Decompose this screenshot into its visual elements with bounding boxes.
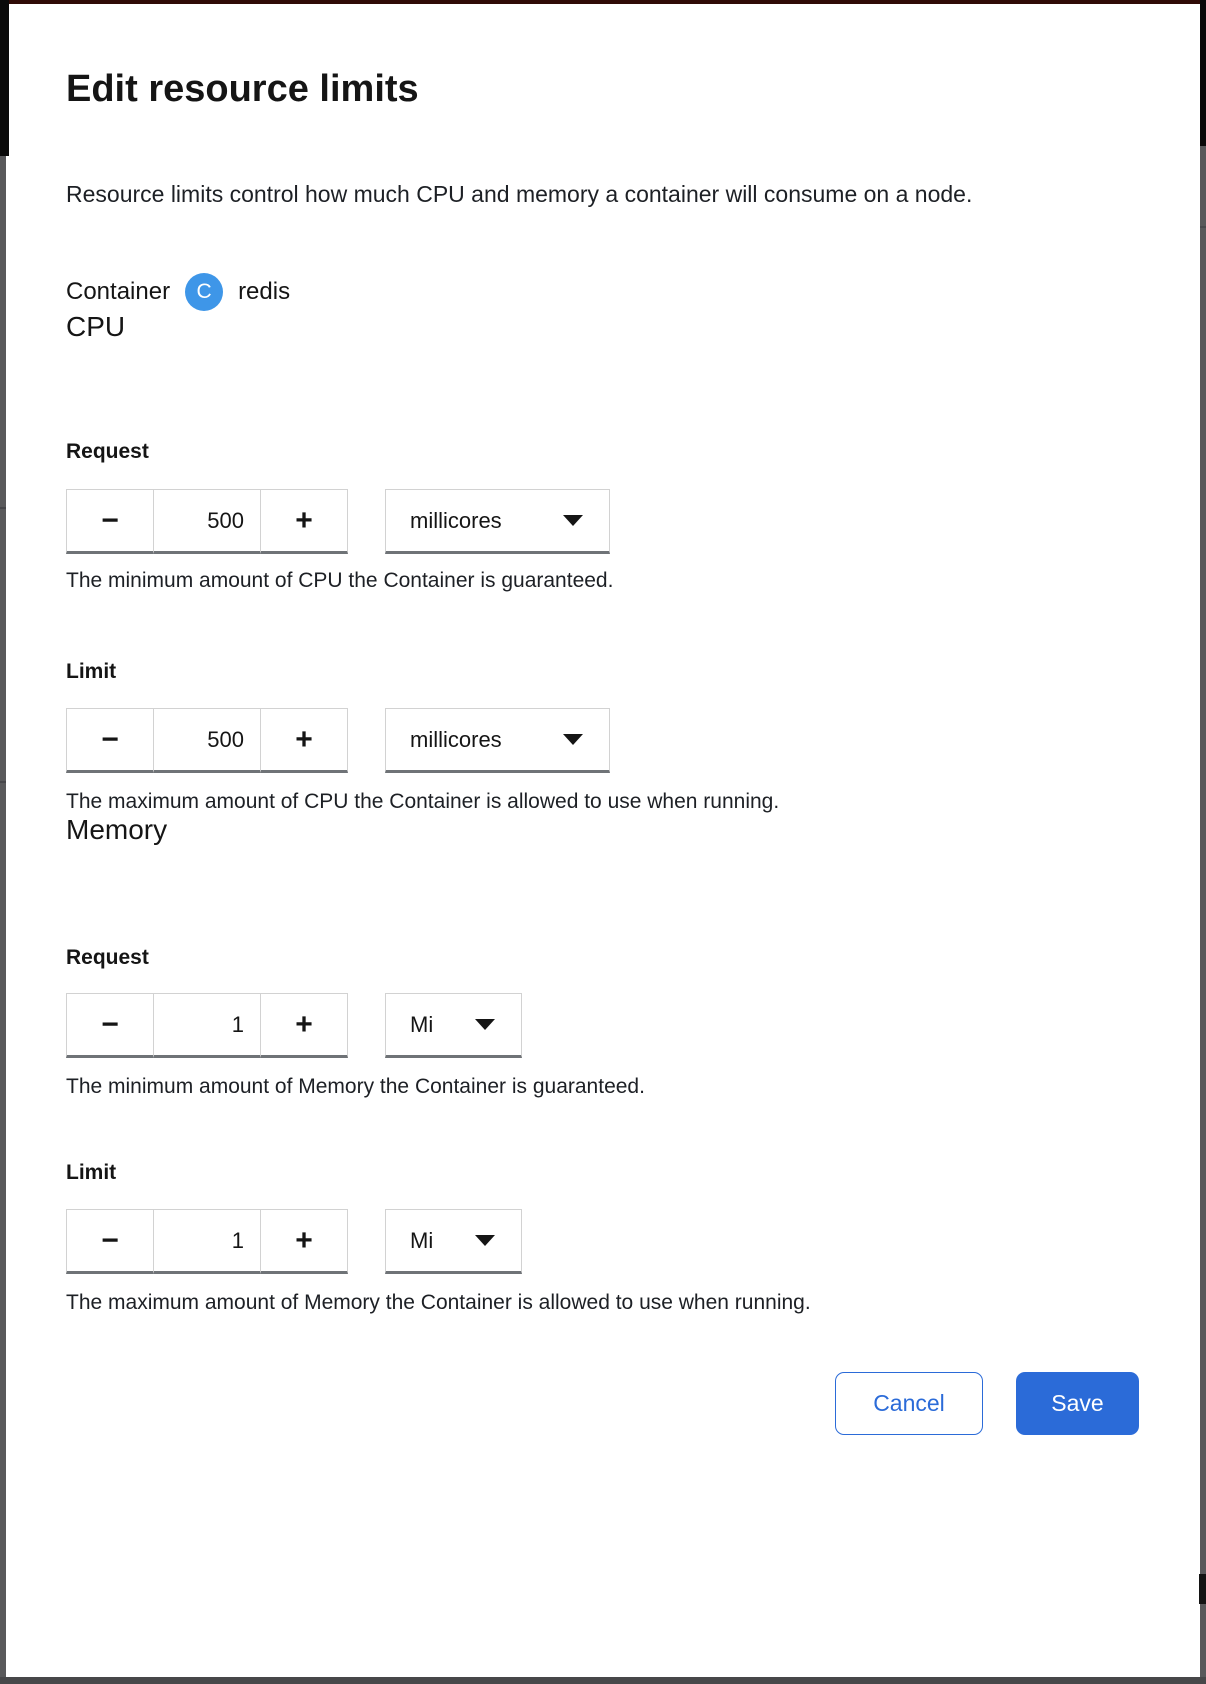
cpu-request-plus-button[interactable] [260,489,348,554]
memory-limit-unit-select[interactable] [385,1209,522,1274]
backdrop-right-strip [1200,146,1206,1678]
cpu-limit-label: Limit [66,660,117,683]
plus-icon: + [295,1007,313,1041]
cpu-request-value-input[interactable] [153,489,261,554]
modal-title: Edit resource limits [66,68,419,110]
cpu-request-minus-button[interactable] [66,489,154,554]
backdrop-left-divider-2 [0,781,6,783]
memory-request-row [66,993,1139,1058]
container-row [66,272,1139,312]
memory-limit-help-text: The maximum amount of Memory the Container is allowed to use when running. [66,1291,811,1314]
cpu-limit-minus-button[interactable] [66,708,154,773]
backdrop-scrollbar-mark [1199,1574,1206,1604]
memory-section-heading: Memory [66,814,168,845]
backdrop-bottom-strip [0,1677,1206,1684]
cpu-limit-stepper [66,708,348,773]
container-label: Container [66,278,171,305]
modal-description: Resource limits control how much CPU and memory a container will consume on a node. [66,181,973,207]
memory-request-label: Request [66,946,149,969]
memory-request-unit-select[interactable] [385,993,522,1058]
caret-down-icon [475,1235,495,1246]
cpu-limit-value-input[interactable] [153,708,261,773]
backdrop-right-dark [1200,0,1206,146]
plus-icon: + [295,722,313,756]
container-name: redis [238,278,291,305]
memory-request-help-text: The minimum amount of Memory the Container is guaranteed. [66,1075,645,1098]
cpu-limit-unit-select[interactable] [385,708,610,773]
cpu-request-help-text: The minimum amount of CPU the Container is guaranteed. [66,569,614,592]
backdrop-right-divider [1200,226,1206,228]
cpu-request-row [66,489,1139,554]
plus-icon: + [295,503,313,537]
backdrop-left-strip [0,156,6,1678]
memory-limit-row [66,1209,1139,1274]
memory-request-minus-button[interactable] [66,993,154,1058]
plus-icon: + [295,1223,313,1257]
memory-request-plus-button[interactable] [260,993,348,1058]
caret-down-icon [563,515,583,526]
caret-down-icon [563,734,583,745]
memory-request-unit-value: Mi [410,1011,434,1037]
edit-resource-limits-modal [9,4,1200,1435]
backdrop-left-divider-1 [0,507,6,509]
save-button[interactable]: Save [1016,1372,1139,1435]
cpu-limit-unit-value: millicores [410,726,502,752]
caret-down-icon [475,1019,495,1030]
cpu-limit-row [66,708,1139,773]
cpu-limit-help-text: The maximum amount of CPU the Container is allowed to use when running. [66,790,780,813]
cpu-request-stepper [66,489,348,554]
minus-icon: − [101,503,119,537]
cancel-button[interactable]: Cancel [835,1372,983,1435]
memory-request-value-input[interactable] [153,993,261,1058]
minus-icon: − [101,1223,119,1257]
cpu-request-unit-select[interactable] [385,489,610,554]
memory-limit-unit-value: Mi [410,1227,434,1253]
memory-request-stepper [66,993,348,1058]
cpu-section-heading: CPU [66,311,126,342]
minus-icon: − [101,722,119,756]
memory-limit-stepper [66,1209,348,1274]
modal-footer [66,1372,1139,1435]
memory-limit-label: Limit [66,1161,117,1184]
cpu-request-unit-value: millicores [410,507,502,533]
memory-limit-minus-button[interactable] [66,1209,154,1274]
container-badge-icon: C [185,273,223,311]
memory-limit-plus-button[interactable] [260,1209,348,1274]
minus-icon: − [101,1007,119,1041]
memory-limit-value-input[interactable] [153,1209,261,1274]
backdrop-left-dark [0,0,9,156]
cpu-limit-plus-button[interactable] [260,708,348,773]
cpu-request-label: Request [66,440,149,463]
